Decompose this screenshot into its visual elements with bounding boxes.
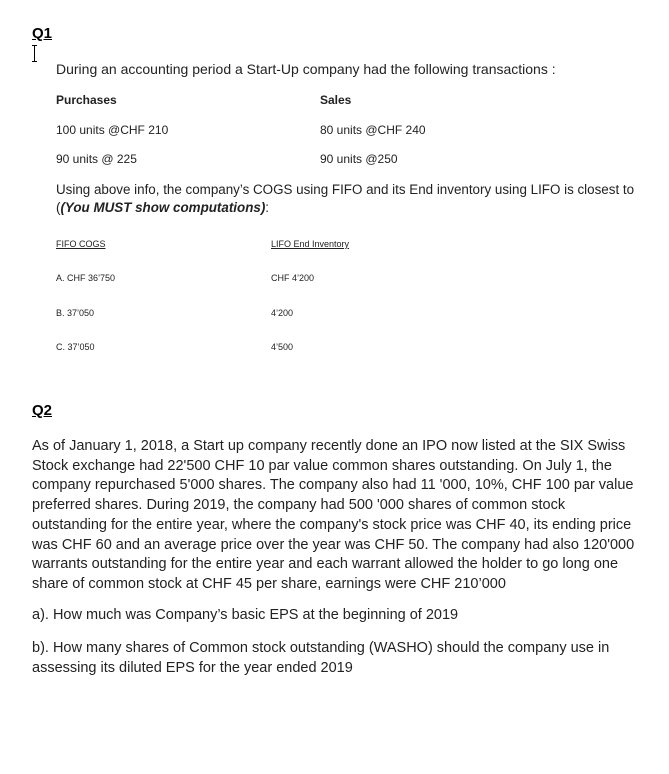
q2-question-b: b). How many shares of Common stock outstanding (WASHO) should the company use in assessing its diluted EPS for the year ended 2019 xyxy=(32,640,610,676)
q1-question-emphasis: (You MUST show computations) xyxy=(60,200,266,215)
purchase-row-2: 90 units @ 225 xyxy=(56,152,137,166)
q1-question-prefix: ( xyxy=(56,200,61,215)
q2-heading: Q2 xyxy=(32,402,53,419)
q1-question-line-2 xyxy=(56,198,269,217)
sales-header: Sales xyxy=(320,93,352,107)
option-a-fifo: A. CHF 36’750 xyxy=(56,273,116,283)
q1-question-line-1: Using above info, the company’s COGS using FIFO and its End inventory using LIFO is closest to xyxy=(56,182,635,197)
option-a-lifo: CHF 4’200 xyxy=(271,273,315,283)
purchase-row-1: 100 units @CHF 210 xyxy=(56,123,169,137)
fifo-cogs-header: FIFO COGS xyxy=(56,239,106,249)
sale-row-2: 90 units @250 xyxy=(320,152,398,166)
option-c-fifo: C. 37’050 xyxy=(56,342,95,352)
q2-body: As of January 1, 2018, a Start up company recently done an IPO now listed at the SIX Swiss Stock exchange had 22'500 CHF 10 par value common shares outstanding. On July 1, the company repurchased 5'000 shares. The company also had 11 '000, 10%, CHF 100 par value preferred shares. During 2019, the company had 500 '000 shares of common stock outstanding for the entire year, where the company's stock price was CHF 40, its ending price was CHF 60 and an average price over the year was CHF 50. The company had also 120'000 warrants outstanding for the entire year and each warrant allowed the holder to go long one share of common stock at CHF 45 per share, earnings were CHF 210’000 xyxy=(32,438,635,592)
q1-question-suffix: : xyxy=(265,200,270,215)
lifo-end-inventory-header: LIFO End Inventory xyxy=(271,239,350,249)
purchases-header: Purchases xyxy=(56,93,117,107)
q2-question-a: a). How much was Company’s basic EPS at the beginning of 2019 xyxy=(32,607,459,623)
q1-intro: During an accounting period a Start-Up company had the following transactions : xyxy=(56,61,556,77)
option-c-lifo: 4’500 xyxy=(271,342,294,352)
text-cursor-icon xyxy=(34,45,35,62)
option-b-lifo: 4’200 xyxy=(271,308,294,318)
option-b-fifo: B. 37’050 xyxy=(56,308,95,318)
sale-row-1: 80 units @CHF 240 xyxy=(320,123,426,137)
q1-heading: Q1 xyxy=(32,25,53,42)
